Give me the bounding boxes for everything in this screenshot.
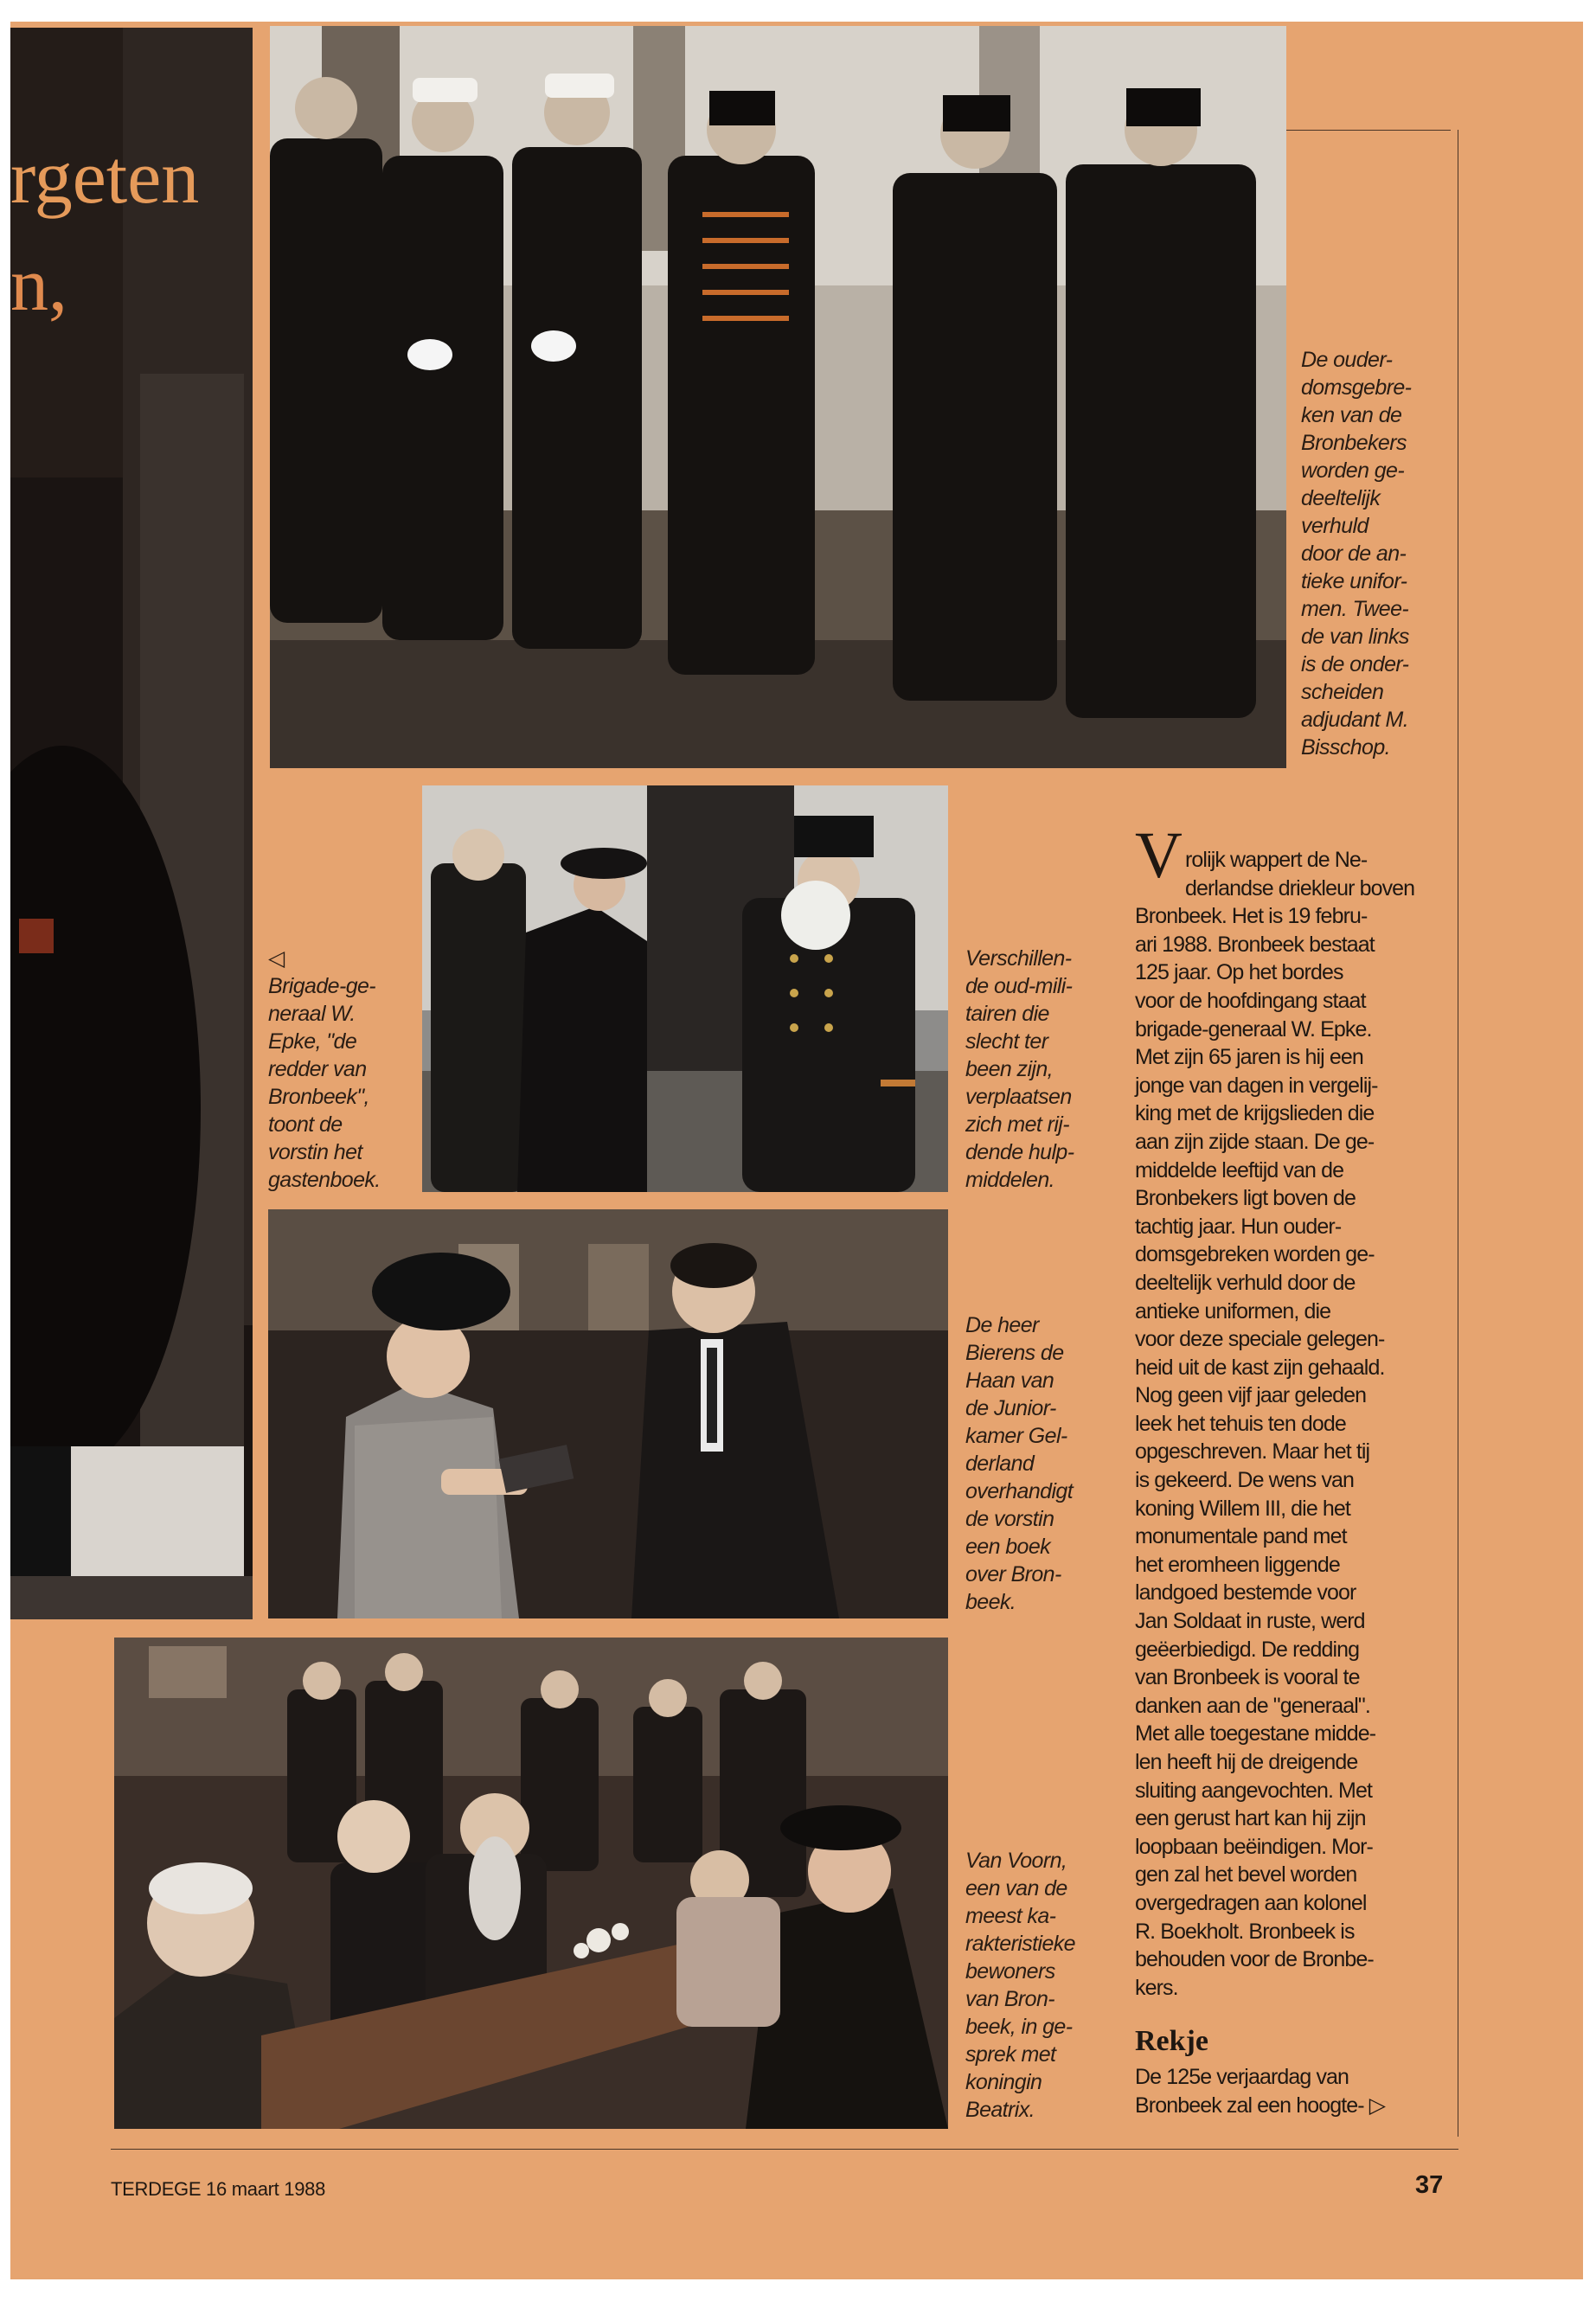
caption-frame-rule	[1286, 130, 1451, 131]
article-body	[1135, 819, 1442, 2119]
article-paragraph-1: rolijk wappert de Ne- derlandse driekleur boven Bronbeek. Het is 19 febru- ari 1988. Bronbeek bestaat 125 jaar. Op het bordes voor de hoofdingang staat brigade-generaal W. Epke. Met zijn 65 jaren is hij een jonge van dagen in vergelij- king met de krijgslieden die aan zijn zijde staan. De ge- middelde leeftijd van de Bronbekers ligt boven de tachtig jaar. Hun ouder- domsgebreken worden ge- deeltelijk verhuld door de antieke uniformen, die voor deze speciale gelegen- heid uit de kast zijn gehaald. Nog geen vijf jaar geleden leek het tehuis ten dode opgeschreven. Maar het tij is gekeerd. De wens van koning Willem III, die het monumentale pand met het eromheen liggende landgoed bestemde voor Jan Soldaat in ruste, werd geëerbiedigd. De redding van Bronbeek is vooral te danken aan de "generaal". Met alle toegestane midde- len heeft hij de dreigende sluiting aangevochten. Met een gerust hart kan hij zijn loopbaan beëindigen. Mor- gen zal het bevel worden overgedragen aan kolonel R. Boekholt. Bronbeek is behouden voor de Bronbe- kers.	[1135, 848, 1415, 2000]
title-fragment-2: n,	[10, 243, 67, 327]
caption-vanvoorn: Van Voorn, een van de meest ka- rakteristieke bewoners van Bron- beek, in ge- sprek met koningin Beatrix.	[965, 1849, 1075, 2122]
article-subhead: Rekje	[1135, 2025, 1208, 2058]
photo-epke-queen	[422, 785, 948, 1192]
photo-book-presentation	[268, 1209, 948, 1618]
title-fragment-1: rgeten	[10, 136, 200, 220]
caption-book-presentation: De heer Bierens de Haan van de Junior- kamer Gel- derland overhandigt de vorstin een boek over Bron- beek.	[965, 1313, 1074, 1614]
caption-veterans-mobility: Verschillen- de oud-mili- tairen die slecht ter been zijn, verplaatsen zich met rij- dende hulp- middelen.	[965, 946, 1074, 1192]
footer-publication: TERDEGE 16 maart 1988	[111, 2178, 326, 2200]
caption-epke-arrow: ◁	[268, 946, 285, 971]
caption-epke: ◁ Brigade-ge- neraal W. Epke, "de redder van Bronbeek", toont de vorstin het gastenboek.	[268, 945, 415, 1194]
drop-cap: V	[1135, 819, 1182, 892]
photo-vanvoorn-beatrix	[114, 1638, 948, 2129]
photo-veterans-uniforms	[270, 26, 1286, 768]
page-number: 37	[1415, 2171, 1444, 2199]
footer-rule	[111, 2149, 1458, 2150]
caption-veterans-uniforms: De ouder- domsgebre- ken van de Bronbekers worden ge- deeltelijk verhuld door de an- tieke unifor- men. Twee- de van links is de onder- scheiden adjudant M. Bisschop.	[1301, 348, 1412, 760]
article-paragraph-2: De 125e verjaardag van Bronbeek zal een hoogte- ▷	[1135, 2064, 1386, 2118]
